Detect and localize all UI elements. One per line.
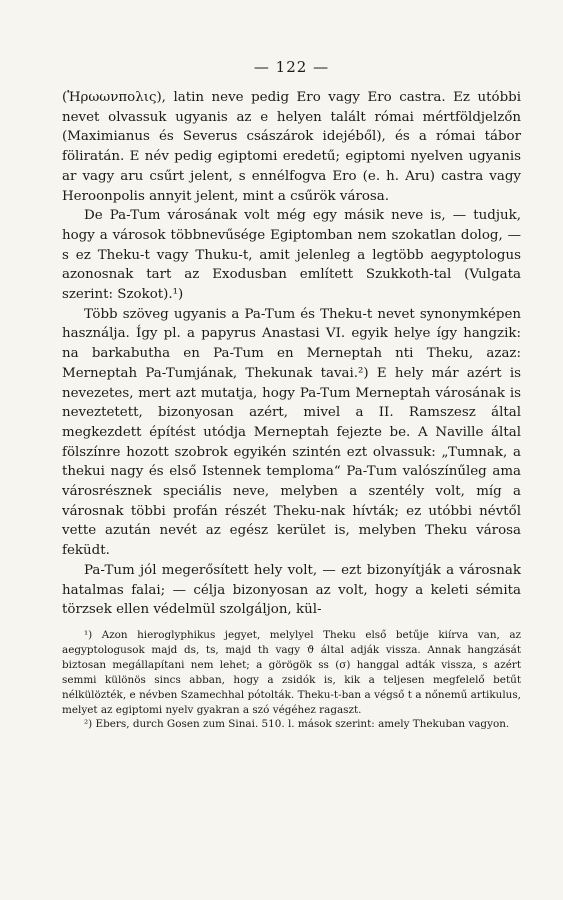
footnote: ¹) Azon hieroglyphikus jegyet, melylyel Theku első betűje kiírva van, az aegyptologusok majd ds, ts, majd th vagy ϑ által adják vissza. Annak hangzását biztosan megállapítani nem lehet; a görögök ss (σ) hanggal adták vissza, s azért semmi különös sincs abban, hogy a zsidók is, kik a teljesen megfelelő betűt nélkülözték, e névben Szamechhal pótolták. Theku-t-ban a végső t a nőnemű artikulus, melyet az egiptomi nyelv gyakran a szó végéhez ragaszt.: [62, 628, 521, 716]
paragraph: Több szöveg ugyanis a Pa-Tum és Theku-t nevet synonymképen használja. Így pl. a papyrus Anastasi VI. egyik helye így hangzik: na barkabutha en Pa-Tum en Merneptah nti Theku, azaz: Merneptah Pa-Tumjának, Thekunak tavai.²) E hely már azért is nevezetes, mert azt mutatja, hogy Pa-Tum Merneptah városának is neveztetett, bizonyosan azért, mivel a II. Ramszesz által megkezdett építést utódja Merneptah fejezte be. A Naville által fölszínre hozott szobrok egyikén szintén ezt olvassuk: „Tumnak, a thekui nagy és első Istennek temploma“ Pa-Tum valószínűleg ama városrésznek speciális neve, melyben a szentély volt, míg a városnak többi profán részét Theku-nak hívták; ez utóbbi névtől vette azután nevét az egész kerület is, melyben Theku városa feküdt.: [62, 306, 521, 559]
footnote: ²) Ebers, durch Gosen zum Sinai. 510. l. mások szerint: amely Thekuban vagyon.: [84, 718, 510, 731]
paragraph: (Ἡρωωνπολις), latin neve pedig Ero vagy Ero castra. Ez utóbbi nevet olvassuk ugyanis az e helyen talált római mértföldjelzőn (Maximianus és Severus császárok idejéből), és a római tábor föliratán. E név pedig egiptomi eredetű; egiptomi nyelven ugyanis ar vagy aru csűrt jelent, s ennélfogva Ero (e. h. Aru) castra vagy Heroonpolis annyit jelent, mint a csűrök városa.: [62, 90, 521, 204]
paragraph: De Pa-Tum városának volt még egy másik neve is, — tudjuk, hogy a városok többnevűsége Egiptomban nem szokatlan dolog, — s ez Theku-t vagy Thuku-t, amit jelenleg a legtöbb aegyptologus azonosnak tart az Exodusban említett Szukkoth-tal (Vulgata szerint: Szokot).¹): [62, 208, 521, 303]
paragraph: Pa-Tum jól megerősített hely volt, — ezt bizonyítják a városnak hatalmas falai; — célja bizonyosan az volt, hogy a keleti sémita törzsek ellen védelmül szolgáljon, kül-: [62, 562, 521, 618]
footnotes: [62, 628, 521, 732]
main-text: [62, 88, 521, 620]
page-number: — 122 —: [253, 58, 330, 76]
